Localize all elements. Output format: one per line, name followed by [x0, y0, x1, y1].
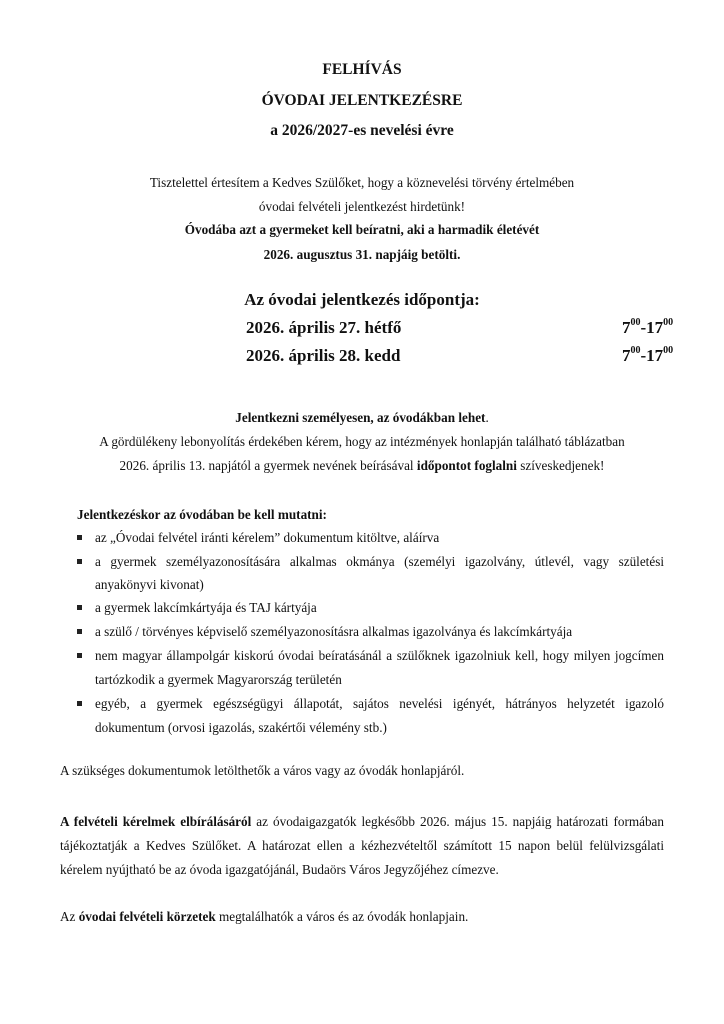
schedule-row: [246, 317, 674, 337]
title-line-1: FELHÍVÁS: [322, 61, 402, 78]
start-hour: 7: [622, 346, 631, 365]
requirements-heading: Jelentkezéskor az óvodában be kell mutatni:: [77, 507, 327, 522]
start-hour: 7: [622, 318, 631, 337]
districts-post: megtalálhatók a város és az óvodák honlapjain.: [215, 909, 469, 924]
decision-line-3: kérelem nyújtható be az óvoda igazgatójánál, Budaörs Város Jegyzőjéhez címezve.: [60, 862, 499, 877]
requirement-item-line-1: nem magyar állampolgár kiskorú óvodai beíratásánál a szülőknek igazolniuk kell, hogy milyen jogcímen: [95, 648, 664, 663]
personal-heading: [0, 411, 724, 424]
intro-line-3: Óvodába azt a gyermeket kell beíratni, aki a harmadik életévét: [184, 222, 540, 237]
districts-pre: Az: [60, 909, 79, 924]
personal-heading-period: .: [485, 410, 489, 425]
decision-emphasis: A felvételi kérelmek elbírálásáról: [60, 814, 252, 829]
end-hour: -17: [640, 346, 664, 365]
schedule-time: [622, 319, 673, 336]
requirement-item-line-2: dokumentum (orvosi igazolás, szakértői vélemény stb.): [95, 720, 387, 735]
decision-line-2: tájékoztatják a Kedves Szülőket. A határozat ellen a kézhezvételtől számított 15 napon belül felülvizsgálati: [60, 838, 664, 853]
bullet-icon: [77, 629, 82, 634]
requirement-item-line-2: anyakönyvi kivonat): [95, 577, 204, 592]
bullet-icon: [77, 653, 82, 658]
start-minute: 00: [630, 317, 641, 328]
personal-line-3: [0, 459, 724, 472]
personal-heading-text: Jelentkezni személyesen, az óvodákban lehet: [235, 410, 486, 425]
downloads-paragraph: A szükséges dokumentumok letölthetők a város vagy az óvodák honlapjáról.: [60, 763, 465, 778]
schedule-heading: Az óvodai jelentkezés időpontja:: [244, 290, 480, 309]
requirement-item: a szülő / törvényes képviselő személyazonosításra alkalmas igazolványa és lakcímkártyája: [95, 624, 573, 639]
personal-line-2: A gördülékeny lebonyolítás érdekében kérem, hogy az intézmények honlapján található táblázatban: [99, 434, 625, 449]
end-hour: -17: [640, 318, 664, 337]
districts-emphasis: óvodai felvételi körzetek: [78, 909, 216, 924]
start-minute: 00: [630, 345, 641, 356]
personal-line-3-start: 2026. április 13. napjától a gyermek nevének beírásával: [119, 458, 417, 473]
schedule-date: 2026. április 28. kedd: [246, 346, 401, 365]
bullet-icon: [77, 535, 82, 540]
personal-line-3-end: szíveskedjenek!: [516, 458, 605, 473]
districts-paragraph: [60, 910, 468, 923]
intro-line-1: Tisztelettel értesítem a Kedves Szülőket, hogy a köznevelési törvény értelmében: [149, 175, 575, 190]
decision-line-1: [60, 815, 664, 828]
bullet-icon: [77, 605, 82, 610]
bullet-icon: [77, 701, 82, 706]
schedule-time: [622, 347, 673, 364]
bullet-icon: [77, 559, 82, 564]
intro-line-2: óvodai felvételi jelentkezést hirdetünk!: [258, 199, 466, 214]
requirement-item-line-2: tartózkodik a gyermek Magyarország területén: [95, 672, 342, 687]
book-appointment-emphasis: időpontot foglalni: [416, 458, 517, 473]
intro-line-4: 2026. augusztus 31. napjáig betölti.: [263, 247, 461, 262]
requirement-item: a gyermek lakcímkártyája és TAJ kártyája: [95, 600, 317, 615]
requirement-item-line-1: egyéb, a gyermek egészségügyi állapotát, sajátos nevelési igényét, hátrányos helyzetét igazoló: [95, 696, 664, 711]
schedule-date: 2026. április 27. hétfő: [246, 318, 402, 337]
requirement-item-line-1: a gyermek személyazonosítására alkalmas okmánya (személyi igazolvány, útlevél, vagy születési: [95, 554, 664, 569]
end-minute: 00: [663, 317, 674, 328]
requirement-item: az „Óvodai felvétel iránti kérelem” dokumentum kitöltve, aláírva: [95, 530, 440, 545]
title-line-2: ÓVODAI JELENTKEZÉSRE: [261, 92, 463, 109]
end-minute: 00: [663, 345, 674, 356]
decision-line-1-rest: az óvodaigazgatók legkésőbb 2026. május 15. napjáig határozati formában: [251, 814, 664, 829]
schedule-row: [246, 345, 674, 365]
title-line-3: a 2026/2027-es nevelési évre: [270, 122, 454, 139]
